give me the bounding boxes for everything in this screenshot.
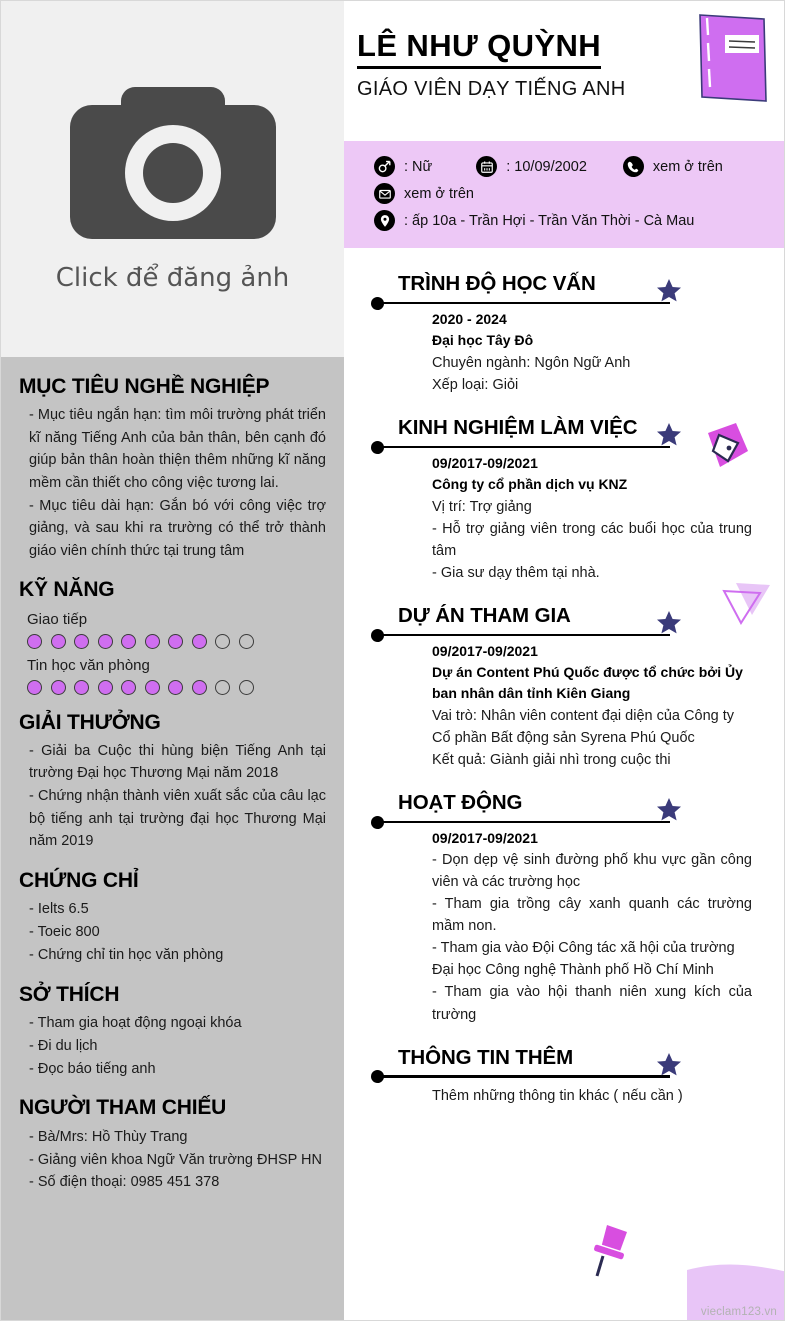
section-hobbies-title: SỞ THÍCH bbox=[19, 982, 120, 1006]
watermark: vieclam123.vn bbox=[700, 1306, 777, 1318]
star-icon bbox=[656, 422, 682, 447]
skill-dot[interactable] bbox=[168, 634, 183, 649]
section-body bbox=[378, 636, 785, 771]
entry-line: Chuyên ngành: Ngôn Ngữ Anh bbox=[432, 355, 631, 371]
contact-birthday bbox=[476, 156, 587, 177]
section-projects bbox=[344, 594, 785, 771]
skill-dot[interactable] bbox=[74, 634, 89, 649]
job-title: GIÁO VIÊN DẠY TIẾNG ANH bbox=[357, 78, 626, 101]
award-item: - Chứng nhận thành viên xuất sắc của câu lạc bộ tiếng anh tại trường đại học Thương Mại năm 2019 bbox=[29, 787, 326, 850]
pushpin-icon bbox=[589, 1220, 633, 1278]
skill-rating-dots[interactable] bbox=[19, 634, 326, 649]
skill-name: Giao tiếp bbox=[27, 610, 88, 628]
section-header bbox=[378, 594, 785, 636]
section-more-info bbox=[344, 1036, 785, 1107]
section-body bbox=[378, 448, 785, 584]
reference-item: - Giảng viên khoa Ngữ Văn trường ĐHSP HN bbox=[29, 1151, 323, 1168]
section-activities bbox=[344, 781, 785, 1025]
section-experience bbox=[344, 406, 785, 584]
section-activities-title: HOẠT ĐỘNG bbox=[398, 791, 523, 815]
section-certificates-title: CHỨNG CHỈ bbox=[19, 868, 139, 892]
skill-item bbox=[19, 611, 326, 649]
calendar-icon bbox=[476, 156, 497, 177]
skill-dot[interactable] bbox=[51, 680, 66, 695]
skill-dot[interactable] bbox=[121, 634, 136, 649]
section-header bbox=[378, 406, 785, 448]
section-rule bbox=[378, 1075, 670, 1077]
skill-name: Tin học văn phòng bbox=[27, 656, 150, 674]
entry-date: 09/2017-09/2021 bbox=[432, 643, 538, 660]
header bbox=[344, 1, 785, 141]
skill-dot[interactable] bbox=[98, 680, 113, 695]
page-title: LÊ NHƯ QUỲNH bbox=[357, 29, 601, 69]
location-pin-icon bbox=[374, 210, 395, 231]
section-references-title: NGƯỜI THAM CHIẾU bbox=[19, 1096, 227, 1120]
contact-address bbox=[374, 210, 694, 231]
skill-dot[interactable] bbox=[27, 634, 42, 649]
sidebar bbox=[1, 1, 344, 1321]
skill-dot[interactable] bbox=[192, 634, 207, 649]
hobby-item: - Đi du lịch bbox=[29, 1037, 98, 1054]
section-skills bbox=[19, 578, 326, 694]
skill-dot[interactable] bbox=[215, 680, 230, 695]
contact-phone-value: xem ở trên bbox=[652, 158, 723, 175]
section-body bbox=[378, 1078, 785, 1107]
contact-phone bbox=[623, 156, 723, 177]
skill-dot[interactable] bbox=[215, 634, 230, 649]
contact-bar bbox=[344, 141, 785, 248]
hobby-item: - Tham gia hoạt động ngoại khóa bbox=[29, 1014, 242, 1031]
section-rule bbox=[378, 446, 670, 448]
section-body bbox=[378, 304, 785, 396]
entry-line: - Dọn dẹp vệ sinh đường phố khu vực gần công viên và các trường học bbox=[432, 852, 752, 891]
contact-birthday-value: : 10/09/2002 bbox=[506, 158, 587, 175]
section-more-info-title: THÔNG TIN THÊM bbox=[398, 1045, 574, 1069]
contact-address-value: : ấp 10a - Trần Hợi - Trần Văn Thời - Cà Mau bbox=[404, 212, 695, 229]
envelope-icon bbox=[374, 183, 395, 204]
entry-line: - Tham gia vào Đội Công tác xã hội của trường Đại học Công nghệ Thành phố Hồ Chí Minh bbox=[432, 940, 735, 979]
certificate-item: - Ielts 6.5 bbox=[29, 900, 89, 917]
section-references bbox=[19, 1096, 326, 1194]
timeline bbox=[344, 248, 785, 1107]
section-header bbox=[378, 262, 785, 304]
entry-line: Vị trí: Trợ giảng bbox=[432, 499, 532, 516]
section-body bbox=[378, 823, 785, 1025]
footer-wave bbox=[687, 1212, 785, 1321]
skill-dot[interactable] bbox=[121, 680, 136, 695]
camera-icon bbox=[67, 65, 279, 251]
skill-dot[interactable] bbox=[239, 634, 254, 649]
section-experience-title: KINH NGHIỆM LÀM VIỆC bbox=[398, 416, 638, 440]
section-skills-title: KỸ NĂNG bbox=[19, 578, 115, 602]
section-education-title: TRÌNH ĐỘ HỌC VẤN bbox=[398, 272, 596, 295]
skill-dot[interactable] bbox=[239, 680, 254, 695]
contact-email bbox=[374, 183, 474, 204]
skill-rating-dots[interactable] bbox=[19, 680, 326, 695]
entry-institution: Đại học Tây Đô bbox=[432, 332, 534, 348]
section-rule bbox=[378, 634, 670, 636]
entry-line: - Tham gia trồng cây xanh quanh các trường mầm non. bbox=[432, 896, 752, 935]
entry-line: Xếp loại: Giỏi bbox=[432, 377, 519, 394]
skill-dot[interactable] bbox=[145, 680, 160, 695]
contact-row bbox=[374, 156, 785, 177]
section-education bbox=[344, 262, 785, 396]
gender-icon bbox=[374, 156, 395, 177]
section-projects-title: DỰ ÁN THAM GIA bbox=[398, 604, 571, 628]
skill-dot[interactable] bbox=[192, 680, 207, 695]
skill-item bbox=[19, 657, 326, 695]
hobby-item: - Đọc báo tiếng anh bbox=[29, 1060, 156, 1077]
section-objective-title: MỤC TIÊU NGHỀ NGHIỆP bbox=[19, 375, 270, 398]
objective-paragraph: - Mục tiêu dài hạn: Gắn bó với công việc trợ giảng, và sau khi ra trường có thể trở thành giáo viên chính thức tại trung tâm bbox=[29, 497, 326, 559]
main-content bbox=[344, 1, 785, 1321]
photo-upload-area[interactable] bbox=[1, 1, 344, 357]
section-header bbox=[378, 1036, 785, 1078]
entry-company: Công ty cổ phần dịch vụ KNZ bbox=[432, 476, 628, 493]
certificate-item: - Chứng chỉ tin học văn phòng bbox=[29, 946, 224, 963]
star-icon bbox=[656, 1052, 682, 1077]
star-icon bbox=[656, 610, 682, 635]
entry-line: - Tham gia vào hội thanh niên xung kích của trường bbox=[432, 984, 752, 1023]
section-awards-title: GIẢI THƯỞNG bbox=[19, 710, 161, 734]
star-icon bbox=[656, 278, 682, 303]
skill-dot[interactable] bbox=[145, 634, 160, 649]
entry-line: - Hỗ trợ giảng viên trong các buổi học của trung tâm bbox=[432, 521, 752, 560]
entry-date: 09/2017-09/2021 bbox=[432, 455, 538, 472]
timeline-bullet bbox=[371, 629, 384, 642]
reference-item: - Số điện thoại: 0985 451 378 bbox=[29, 1174, 220, 1191]
photo-upload-label: Click để đăng ảnh bbox=[55, 263, 290, 293]
skill-dot[interactable] bbox=[74, 680, 89, 695]
phone-icon bbox=[623, 156, 644, 177]
section-certificates bbox=[19, 869, 326, 967]
skill-dot[interactable] bbox=[98, 634, 113, 649]
entry-line: Kết quả: Giành giải nhì trong cuộc thi bbox=[432, 752, 671, 769]
reference-item: - Bà/Mrs: Hồ Thùy Trang bbox=[29, 1128, 188, 1145]
entry-project: Dự án Content Phú Quốc được tổ chức bởi Ủy ban nhân dân tỉnh Kiên Giang bbox=[432, 664, 743, 702]
skill-dot[interactable] bbox=[168, 680, 183, 695]
entry-line: Vai trò: Nhân viên content đại diện của Công ty Cổ phần Bất động sản Syrena Phú Quốc bbox=[432, 708, 735, 747]
notebook-icon bbox=[692, 9, 772, 109]
skill-dot[interactable] bbox=[51, 634, 66, 649]
section-awards bbox=[19, 711, 326, 853]
section-rule bbox=[378, 302, 670, 304]
star-icon bbox=[656, 797, 682, 822]
objective-paragraph: - Mục tiêu ngắn hạn: tìm môi trường phát triển kĩ năng Tiếng Anh của bản thân, bên cạnh đó giúp bản thân hoàn thiện thêm những kĩ năng mềm cần thiết cho công việc tương lai. bbox=[29, 407, 326, 491]
timeline-bullet bbox=[371, 297, 384, 310]
contact-row bbox=[374, 183, 785, 204]
skill-dot[interactable] bbox=[27, 680, 42, 695]
contact-row bbox=[374, 210, 785, 231]
section-hobbies bbox=[19, 983, 326, 1081]
contact-email-value: xem ở trên bbox=[404, 185, 474, 202]
timeline-bullet bbox=[371, 1070, 384, 1083]
section-objective bbox=[19, 375, 326, 562]
contact-gender-value: : Nữ bbox=[404, 158, 433, 175]
entry-date: 09/2017-09/2021 bbox=[432, 830, 538, 847]
entry-line: - Gia sư dạy thêm tại nhà. bbox=[432, 565, 600, 582]
timeline-bullet bbox=[371, 816, 384, 829]
entry-date: 2020 - 2024 bbox=[432, 311, 507, 327]
section-rule bbox=[378, 821, 670, 823]
timeline-bullet bbox=[371, 441, 384, 454]
section-header bbox=[378, 781, 785, 823]
contact-gender bbox=[374, 156, 432, 177]
entry-line: Thêm những thông tin khác ( nếu cần ) bbox=[432, 1087, 683, 1104]
award-item: - Giải ba Cuộc thi hùng biện Tiếng Anh tại trường Đại học Thương Mại năm 2018 bbox=[29, 742, 326, 782]
certificate-item: - Toeic 800 bbox=[29, 923, 100, 940]
